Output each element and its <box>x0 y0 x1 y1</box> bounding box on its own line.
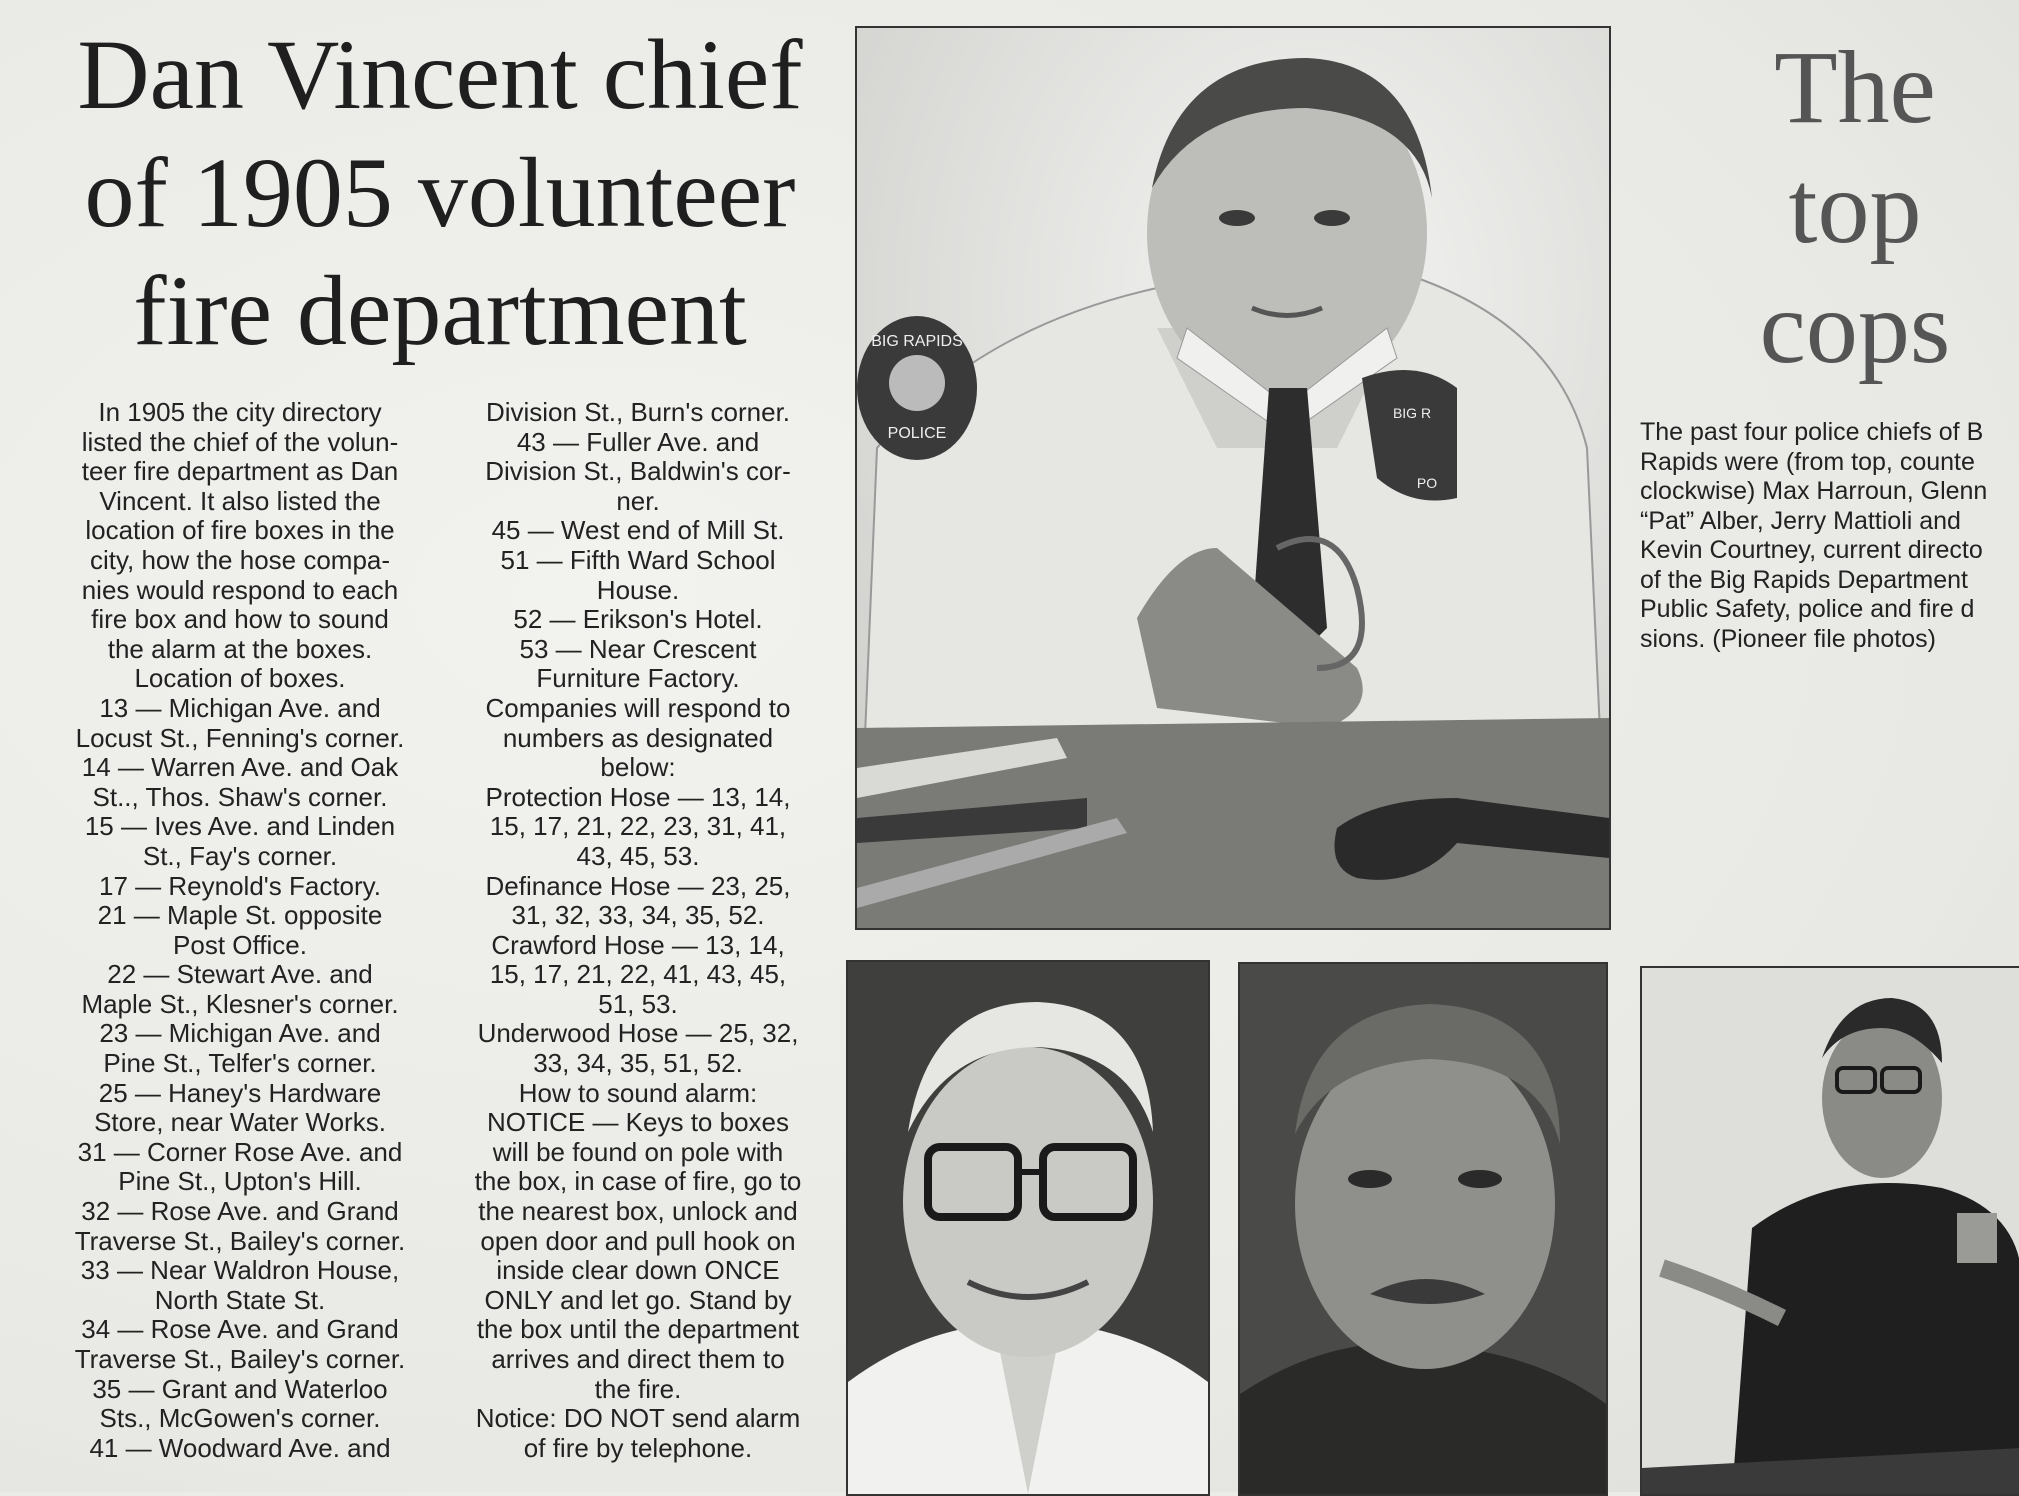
caption-line: sions. (Pioneer file photos) <box>1640 624 1936 653</box>
caption-line: The past four police chiefs of B <box>1640 418 1984 446</box>
patch-text-right-2: PO <box>1416 475 1438 491</box>
article-line: Pine St., Upton's Hill. <box>118 1166 362 1197</box>
article-line: Companies will respond to <box>485 692 791 723</box>
article-line: Store, near Water Works. <box>94 1107 386 1138</box>
article-line: below: <box>600 752 676 783</box>
article-line: 43, 45, 53. <box>576 840 700 871</box>
patch-text-top: BIG RAPIDS <box>871 333 963 350</box>
article-line: Vincent. It also listed the <box>99 485 381 516</box>
article-line: listed the chief of the volun- <box>81 426 399 457</box>
article-line: Furniture Factory. <box>536 663 740 694</box>
article-line: 45 — West end of Mill St. <box>491 515 785 546</box>
article-line: Location of boxes. <box>134 663 346 694</box>
article-line: the box, in case of fire, go to <box>474 1166 802 1197</box>
article-line: 33, 34, 35, 51, 52. <box>533 1048 743 1079</box>
caption-line: Rapids were (from top, counte <box>1640 447 1975 476</box>
article-line: of fire by telephone. <box>523 1432 753 1463</box>
article-line: 25 — Haney's Hardware <box>98 1077 382 1108</box>
article-line: 14 — Warren Ave. and Oak <box>81 752 399 783</box>
article-line: nies would respond to each <box>81 574 399 605</box>
article-line: Underwood Hose — 25, 32, <box>477 1018 799 1049</box>
headline-line: Dan Vincent chief <box>77 19 803 130</box>
article-line: 51 — Fifth Ward School <box>500 544 776 575</box>
article-line: will be found on pole with <box>492 1136 784 1167</box>
article-line: 13 — Michigan Ave. and <box>99 692 381 723</box>
article-line: Definance Hose — 23, 25, <box>485 870 791 901</box>
article-line: How to sound alarm: <box>518 1077 758 1108</box>
article-line: 33 — Near Waldron House, <box>80 1255 400 1286</box>
article-line: House. <box>596 574 680 605</box>
article-line: 32 — Rose Ave. and Grand <box>81 1196 399 1227</box>
article-line: teer fire department as Dan <box>81 456 399 487</box>
article-line: 17 — Reynold's Factory. <box>99 870 381 901</box>
article-line: the nearest box, unlock and <box>478 1196 798 1227</box>
photo-max-harroun <box>855 26 1611 930</box>
article-line: 15, 17, 21, 22, 41, 43, 45, <box>489 959 787 990</box>
article-line: numbers as designated <box>502 722 774 753</box>
article-line: inside clear down ONCE <box>496 1255 780 1286</box>
article-line: North State St. <box>154 1284 326 1315</box>
article-line: St.., Thos. Shaw's corner. <box>92 781 388 812</box>
article-line: 52 — Erikson's Hotel. <box>513 604 763 635</box>
article-line: open door and pull hook on <box>480 1225 796 1256</box>
article-line: arrives and direct them to <box>491 1344 785 1374</box>
photo-pat-alber <box>846 960 1210 1496</box>
article-headline <box>40 16 840 370</box>
article-line: St., Fay's corner. <box>142 840 338 871</box>
article-line: In 1905 the city directory <box>98 397 382 427</box>
article-line: Pine St., Telfer's corner. <box>103 1048 377 1079</box>
article-line: 15 — Ives Ave. and Linden <box>84 811 396 842</box>
sidebar-headline-line: cops <box>1759 270 1951 385</box>
article-line: Crawford Hose — 13, 14, <box>491 929 785 960</box>
article-line: Division St., Baldwin's cor- <box>485 456 791 487</box>
article-line: the alarm at the boxes. <box>107 633 373 664</box>
article-line: Notice: DO NOT send alarm <box>475 1403 801 1434</box>
sidebar-headline-line: top <box>1788 150 1922 265</box>
article-line: NOTICE — Keys to boxes <box>487 1107 789 1138</box>
article-line: 22 — Stewart Ave. and <box>107 959 373 990</box>
sidebar-headline-line: The <box>1774 30 1936 145</box>
article-line: 35 — Grant and Waterloo <box>92 1373 388 1404</box>
photo-jerry-mattioli <box>1238 962 1608 1496</box>
article-line: the box until the department <box>476 1314 800 1345</box>
article-line: Post Office. <box>173 929 307 960</box>
article-line: city, how the hose compa- <box>89 544 391 575</box>
photo-kevin-courtney <box>1640 966 2019 1496</box>
article-line: Maple St., Klesner's corner. <box>81 988 399 1019</box>
article-line: ner. <box>616 485 660 516</box>
article-line: the fire. <box>594 1373 682 1404</box>
article-column-2 <box>448 398 828 1463</box>
headline-line: of 1905 volunteer <box>84 137 796 248</box>
article-line: Traverse St., Bailey's corner. <box>74 1225 406 1256</box>
article-line: Protection Hose — 13, 14, <box>485 781 791 812</box>
article-line: 43 — Fuller Ave. and <box>516 426 760 457</box>
article-line: fire box and how to sound <box>91 604 389 635</box>
headline-line: fire department <box>133 255 747 366</box>
article-line: 15, 17, 21, 22, 23, 31, 41, <box>489 811 787 842</box>
article-line: 53 — Near Crescent <box>519 633 757 664</box>
article-line: Locust St., Fenning's corner. <box>75 722 405 753</box>
article-line: 23 — Michigan Ave. and <box>99 1018 381 1049</box>
caption-line: “Pat” Alber, Jerry Mattioli and <box>1640 506 1961 535</box>
article-line: 41 — Woodward Ave. and <box>89 1432 391 1463</box>
article-line: location of fire boxes in the <box>85 515 395 546</box>
caption-line: Public Safety, police and fire d <box>1640 595 1975 623</box>
sidebar-headline <box>1690 28 2019 388</box>
photo-caption <box>1640 418 2019 654</box>
article-line: 31 — Corner Rose Ave. and <box>77 1136 403 1167</box>
article-line: ONLY and let go. Stand by <box>484 1284 792 1315</box>
patch-text-right: BIG R <box>1392 405 1432 421</box>
caption-line: clockwise) Max Harroun, Glenn <box>1640 477 1988 505</box>
article-line: Traverse St., Bailey's corner. <box>74 1344 406 1374</box>
article-line: 21 — Maple St. opposite <box>97 900 383 931</box>
article-line: 31, 32, 33, 34, 35, 52. <box>511 900 765 931</box>
caption-line: Kevin Courtney, current directo <box>1640 536 1983 564</box>
article-line: 51, 53. <box>598 988 678 1019</box>
article-column-1 <box>50 398 430 1463</box>
patch-text-bottom: POLICE <box>887 425 947 442</box>
article-line: Division St., Burn's corner. <box>485 397 791 427</box>
article-line: 34 — Rose Ave. and Grand <box>81 1314 399 1345</box>
caption-line: of the Big Rapids Department <box>1640 565 1968 594</box>
article-line: Sts., McGowen's corner. <box>99 1403 381 1434</box>
